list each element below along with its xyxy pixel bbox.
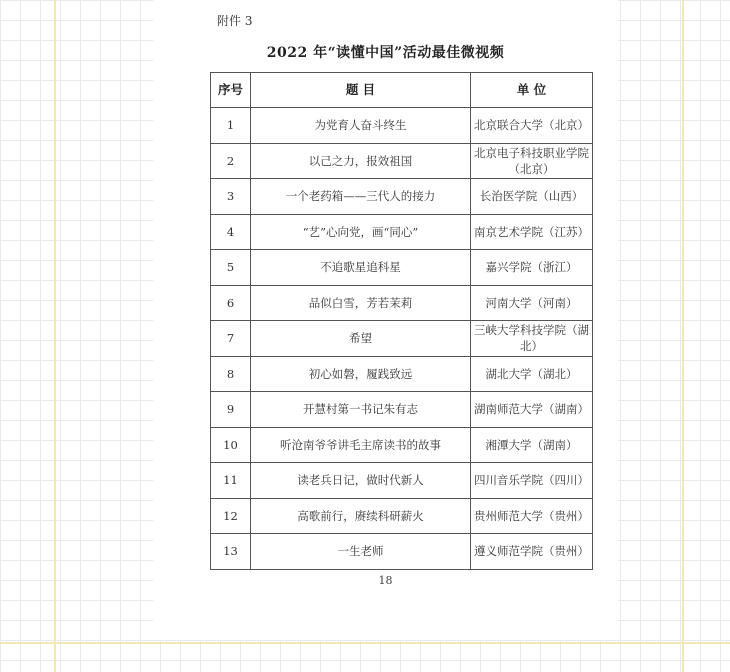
cell-unit: 湖北大学（湖北）	[471, 356, 593, 392]
document-page	[153, 0, 618, 640]
cell-unit: 北京电子科技职业学院（北京）	[471, 143, 593, 179]
table-row	[211, 250, 593, 286]
cell-unit: 嘉兴学院（浙江）	[471, 250, 593, 286]
cell-title: 初心如磐，履践致远	[251, 356, 471, 392]
cell-title: 以己之力，报效祖国	[251, 143, 471, 179]
cell-title: 一个老药箱——三代人的接力	[251, 179, 471, 215]
cell-title: 听沧南爷爷讲毛主席读书的故事	[251, 427, 471, 463]
header-index: 序号	[211, 73, 251, 108]
header-title: 题 目	[251, 73, 471, 108]
table-row	[211, 285, 593, 321]
table-row	[211, 356, 593, 392]
cell-index: 13	[211, 534, 251, 570]
cell-index: 9	[211, 392, 251, 428]
table-row	[211, 498, 593, 534]
results-table	[210, 72, 593, 570]
cell-unit: 南京艺术学院（江苏）	[471, 214, 593, 250]
attachment-label: 附件 3	[217, 14, 253, 28]
cell-title: 开慧村第一书记朱有志	[251, 392, 471, 428]
cell-title: 希望	[251, 321, 471, 357]
cell-index: 3	[211, 179, 251, 215]
cell-unit: 河南大学（河南）	[471, 285, 593, 321]
table-row	[211, 321, 593, 357]
table-row	[211, 392, 593, 428]
cell-title: 高歌前行，赓续科研薪火	[251, 498, 471, 534]
cell-index: 2	[211, 143, 251, 179]
table-row	[211, 463, 593, 499]
cell-index: 7	[211, 321, 251, 357]
cell-unit: 长治医学院（山西）	[471, 179, 593, 215]
cell-unit: 北京联合大学（北京）	[471, 108, 593, 144]
table-row	[211, 143, 593, 179]
cell-index: 4	[211, 214, 251, 250]
grid-guide-right	[682, 0, 684, 672]
cell-index: 8	[211, 356, 251, 392]
cell-index: 1	[211, 108, 251, 144]
table-row	[211, 108, 593, 144]
table-row	[211, 179, 593, 215]
header-unit: 单 位	[471, 73, 593, 108]
cell-unit: 湖南师范大学（湖南）	[471, 392, 593, 428]
document-title: 2022 年“读懂中国”活动最佳微视频	[266, 45, 505, 61]
cell-title: 不追歌星追科星	[251, 250, 471, 286]
cell-unit: 遵义师范学院（贵州）	[471, 534, 593, 570]
grid-guide-bottom	[0, 642, 730, 644]
page-number: 18	[378, 574, 393, 587]
table-row	[211, 427, 593, 463]
grid-guide-left	[54, 0, 56, 672]
cell-title: 为党育人奋斗终生	[251, 108, 471, 144]
table-row	[211, 534, 593, 570]
cell-title: 一生老师	[251, 534, 471, 570]
cell-index: 11	[211, 463, 251, 499]
cell-unit: 贵州师范大学（贵州）	[471, 498, 593, 534]
cell-title: “艺”心向党，画“同心”	[251, 214, 471, 250]
cell-unit: 湘潭大学（湖南）	[471, 427, 593, 463]
cell-index: 10	[211, 427, 251, 463]
cell-title: 品似白雪，芳若茉莉	[251, 285, 471, 321]
cell-index: 5	[211, 250, 251, 286]
table-header-row	[211, 73, 593, 108]
cell-index: 12	[211, 498, 251, 534]
cell-index: 6	[211, 285, 251, 321]
cell-title: 读老兵日记，做时代新人	[251, 463, 471, 499]
cell-unit: 三峡大学科技学院（湖北）	[471, 321, 593, 357]
cell-unit: 四川音乐学院（四川）	[471, 463, 593, 499]
table-row	[211, 214, 593, 250]
